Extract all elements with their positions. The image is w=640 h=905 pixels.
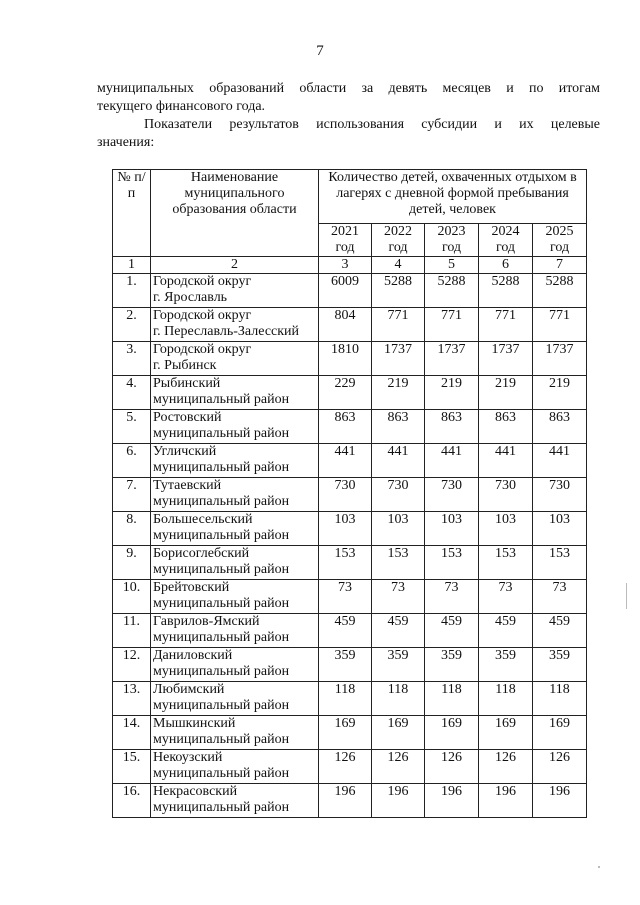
- municipality-name-line-1: Борисоглебский: [153, 546, 250, 561]
- value-cell: 126: [533, 750, 587, 784]
- value-cell: 6009: [319, 274, 372, 308]
- value-cell: 359: [372, 648, 425, 682]
- municipality-name-line-2: г. Ярославль: [153, 290, 228, 305]
- year-number: 2021: [331, 223, 359, 239]
- value-cell: 459: [533, 614, 587, 648]
- year-unit: год: [549, 239, 570, 255]
- value-cell: 441: [533, 444, 587, 478]
- value-cell: 1737: [479, 342, 533, 376]
- row-number: 14.: [113, 716, 151, 750]
- value-cell: 1810: [319, 342, 372, 376]
- value-cell: 73: [372, 580, 425, 614]
- index-cell: 7: [533, 257, 587, 274]
- header-name: Наименование муниципального образования области: [151, 170, 319, 257]
- row-number: 2.: [113, 308, 151, 342]
- value-cell: 103: [479, 512, 533, 546]
- value-cell: 863: [479, 410, 533, 444]
- value-cell: 771: [425, 308, 479, 342]
- municipality-name-line-1: Городской округ: [153, 274, 252, 289]
- value-cell: 196: [533, 784, 587, 818]
- municipality-name-line-2: муниципальный район: [153, 800, 290, 815]
- municipality-name-line-2: муниципальный район: [153, 596, 290, 611]
- municipality-name-line-1: Некоузский: [153, 750, 223, 765]
- value-cell: 118: [425, 682, 479, 716]
- value-cell: 118: [479, 682, 533, 716]
- row-number: 12.: [113, 648, 151, 682]
- municipality-name-line-1: Рыбинский: [153, 376, 221, 391]
- value-cell: 153: [425, 546, 479, 580]
- municipality-name: [151, 512, 319, 546]
- value-cell: 219: [372, 376, 425, 410]
- row-number: 10.: [113, 580, 151, 614]
- municipality-name-line-1: Городской округ: [153, 308, 252, 323]
- year-unit: год: [388, 239, 408, 255]
- scan-margin-mark: [626, 583, 627, 609]
- value-cell: 1737: [533, 342, 587, 376]
- value-cell: 118: [319, 682, 372, 716]
- value-cell: 229: [319, 376, 372, 410]
- value-cell: 169: [425, 716, 479, 750]
- year-number: 2024: [491, 223, 520, 239]
- table-row: [113, 342, 587, 376]
- municipality-name-line-2: муниципальный район: [153, 630, 290, 645]
- header-year-2021: [319, 223, 372, 256]
- value-cell: 153: [319, 546, 372, 580]
- value-cell: 730: [425, 478, 479, 512]
- table-row: [113, 716, 587, 750]
- row-number: 5.: [113, 410, 151, 444]
- value-cell: 118: [372, 682, 425, 716]
- row-number: 8.: [113, 512, 151, 546]
- row-number: 9.: [113, 546, 151, 580]
- value-cell: 73: [479, 580, 533, 614]
- value-cell: 1737: [372, 342, 425, 376]
- municipality-name-line-2: муниципальный район: [153, 766, 290, 781]
- intro-paragraph: [97, 80, 600, 116]
- value-cell: 459: [425, 614, 479, 648]
- row-number: 1.: [113, 274, 151, 308]
- municipality-name: [151, 308, 319, 342]
- municipality-name: [151, 444, 319, 478]
- value-cell: 103: [319, 512, 372, 546]
- row-number: 11.: [113, 614, 151, 648]
- municipality-name-line-1: Брейтовский: [153, 580, 230, 595]
- row-number: 13.: [113, 682, 151, 716]
- value-cell: 73: [319, 580, 372, 614]
- header-year-2024: [479, 223, 533, 256]
- year-unit: год: [441, 239, 462, 255]
- value-cell: 863: [425, 410, 479, 444]
- header-group: Количество детей, охваченных отдыхом в лагерях с дневной формой пребывания детей, человек: [319, 170, 587, 224]
- value-cell: 804: [319, 308, 372, 342]
- municipality-name-line-2: муниципальный район: [153, 664, 290, 679]
- municipality-name-line-2: г. Рыбинск: [153, 358, 217, 373]
- table-row: [113, 512, 587, 546]
- table-row: [113, 410, 587, 444]
- municipality-name: [151, 682, 319, 716]
- year-unit: год: [335, 239, 355, 255]
- row-number: 3.: [113, 342, 151, 376]
- value-cell: 771: [372, 308, 425, 342]
- municipality-name: [151, 342, 319, 376]
- value-cell: 359: [533, 648, 587, 682]
- value-cell: 459: [319, 614, 372, 648]
- value-cell: 153: [372, 546, 425, 580]
- municipality-name-line-1: Даниловский: [153, 648, 233, 663]
- value-cell: 126: [479, 750, 533, 784]
- header-year-2023: [425, 223, 479, 256]
- header-year-2022: [372, 223, 425, 256]
- value-cell: 169: [479, 716, 533, 750]
- municipality-name: [151, 376, 319, 410]
- index-cell: 6: [479, 257, 533, 274]
- indicators-line-2: значения:: [97, 135, 155, 150]
- value-cell: 441: [479, 444, 533, 478]
- municipality-name-line-1: Угличский: [153, 444, 217, 459]
- value-cell: 1737: [425, 342, 479, 376]
- value-cell: 153: [533, 546, 587, 580]
- table-row: [113, 546, 587, 580]
- year-number: 2023: [437, 223, 466, 239]
- municipality-name-line-2: г. Переславль-Залесский: [153, 324, 300, 339]
- municipality-name-line-1: Некрасовский: [153, 784, 238, 799]
- municipality-name: [151, 546, 319, 580]
- value-cell: 459: [479, 614, 533, 648]
- municipality-name-line-1: Большесельский: [153, 512, 253, 527]
- row-number: 6.: [113, 444, 151, 478]
- value-cell: 103: [372, 512, 425, 546]
- municipality-name: [151, 784, 319, 818]
- value-cell: 441: [372, 444, 425, 478]
- table-row: [113, 444, 587, 478]
- table-row: [113, 274, 587, 308]
- value-cell: 196: [372, 784, 425, 818]
- value-cell: 441: [319, 444, 372, 478]
- municipality-name: [151, 478, 319, 512]
- value-cell: 459: [372, 614, 425, 648]
- value-cell: 441: [425, 444, 479, 478]
- table-row: [113, 784, 587, 818]
- municipality-name-line-2: муниципальный район: [153, 732, 290, 747]
- municipality-name-line-1: Городской округ: [153, 342, 252, 357]
- row-number: 15.: [113, 750, 151, 784]
- value-cell: 196: [319, 784, 372, 818]
- value-cell: 730: [372, 478, 425, 512]
- value-cell: 771: [479, 308, 533, 342]
- table-row: [113, 478, 587, 512]
- table-row: [113, 750, 587, 784]
- value-cell: 5288: [372, 274, 425, 308]
- table-row: [113, 614, 587, 648]
- value-cell: 219: [533, 376, 587, 410]
- municipality-name: [151, 750, 319, 784]
- table-row: [113, 648, 587, 682]
- value-cell: 219: [479, 376, 533, 410]
- value-cell: 103: [425, 512, 479, 546]
- value-cell: 153: [479, 546, 533, 580]
- year-number: 2025: [545, 223, 574, 239]
- value-cell: 196: [479, 784, 533, 818]
- municipality-name-line-2: муниципальный район: [153, 698, 290, 713]
- municipality-name: [151, 580, 319, 614]
- municipality-name-line-2: муниципальный район: [153, 562, 290, 577]
- value-cell: 126: [372, 750, 425, 784]
- year-unit: год: [495, 239, 516, 255]
- value-cell: 169: [533, 716, 587, 750]
- value-cell: 359: [425, 648, 479, 682]
- municipality-name-line-2: муниципальный район: [153, 460, 290, 475]
- value-cell: 169: [372, 716, 425, 750]
- value-cell: 73: [425, 580, 479, 614]
- indicators-table: [112, 169, 587, 818]
- header-year-2025: [533, 223, 587, 256]
- index-cell: 5: [425, 257, 479, 274]
- value-cell: 5288: [425, 274, 479, 308]
- value-cell: 730: [479, 478, 533, 512]
- value-cell: 5288: [533, 274, 587, 308]
- table-row: [113, 580, 587, 614]
- municipality-name-line-1: Любимский: [153, 682, 225, 697]
- row-number: 16.: [113, 784, 151, 818]
- scan-margin-dot: [598, 866, 600, 868]
- municipality-name-line-1: Гаврилов-Ямский: [153, 614, 260, 629]
- table-row: [113, 682, 587, 716]
- value-cell: 169: [319, 716, 372, 750]
- indicators-line-1: Показатели результатов использования субсидии и их целевые: [144, 117, 600, 132]
- index-cell: 2: [151, 257, 319, 274]
- municipality-name-line-1: Мышкинский: [153, 716, 236, 731]
- table-index-row: [113, 257, 587, 274]
- row-number: 4.: [113, 376, 151, 410]
- municipality-name-line-1: Ростовский: [153, 410, 222, 425]
- value-cell: 863: [533, 410, 587, 444]
- municipality-name-line-2: муниципальный район: [153, 426, 290, 441]
- page-number: 7: [316, 43, 324, 59]
- value-cell: 196: [425, 784, 479, 818]
- index-cell: 1: [113, 257, 151, 274]
- municipality-name-line-1: Тутаевский: [153, 478, 222, 493]
- year-number: 2022: [384, 223, 412, 239]
- intro-line-1: муниципальных образований области за девять месяцев и по итогам: [97, 81, 600, 96]
- municipality-name: [151, 274, 319, 308]
- table-row: [113, 308, 587, 342]
- value-cell: 730: [319, 478, 372, 512]
- municipality-name: [151, 716, 319, 750]
- value-cell: 126: [319, 750, 372, 784]
- indicators-paragraph: [97, 116, 600, 152]
- table-header-row: [113, 170, 587, 224]
- municipality-name-line-2: муниципальный район: [153, 528, 290, 543]
- value-cell: 359: [319, 648, 372, 682]
- municipality-name-line-2: муниципальный район: [153, 494, 290, 509]
- value-cell: 730: [533, 478, 587, 512]
- value-cell: 219: [425, 376, 479, 410]
- municipality-name: [151, 648, 319, 682]
- municipality-name: [151, 614, 319, 648]
- value-cell: 126: [425, 750, 479, 784]
- intro-line-2: текущего финансового года.: [97, 99, 266, 114]
- row-number: 7.: [113, 478, 151, 512]
- municipality-name-line-2: муниципальный район: [153, 392, 290, 407]
- value-cell: 118: [533, 682, 587, 716]
- table-row: [113, 376, 587, 410]
- municipality-name: [151, 410, 319, 444]
- value-cell: 863: [319, 410, 372, 444]
- index-cell: 4: [372, 257, 425, 274]
- value-cell: 73: [533, 580, 587, 614]
- value-cell: 103: [533, 512, 587, 546]
- header-num: № п/п: [113, 170, 151, 257]
- value-cell: 5288: [479, 274, 533, 308]
- value-cell: 359: [479, 648, 533, 682]
- value-cell: 863: [372, 410, 425, 444]
- index-cell: 3: [319, 257, 372, 274]
- value-cell: 771: [533, 308, 587, 342]
